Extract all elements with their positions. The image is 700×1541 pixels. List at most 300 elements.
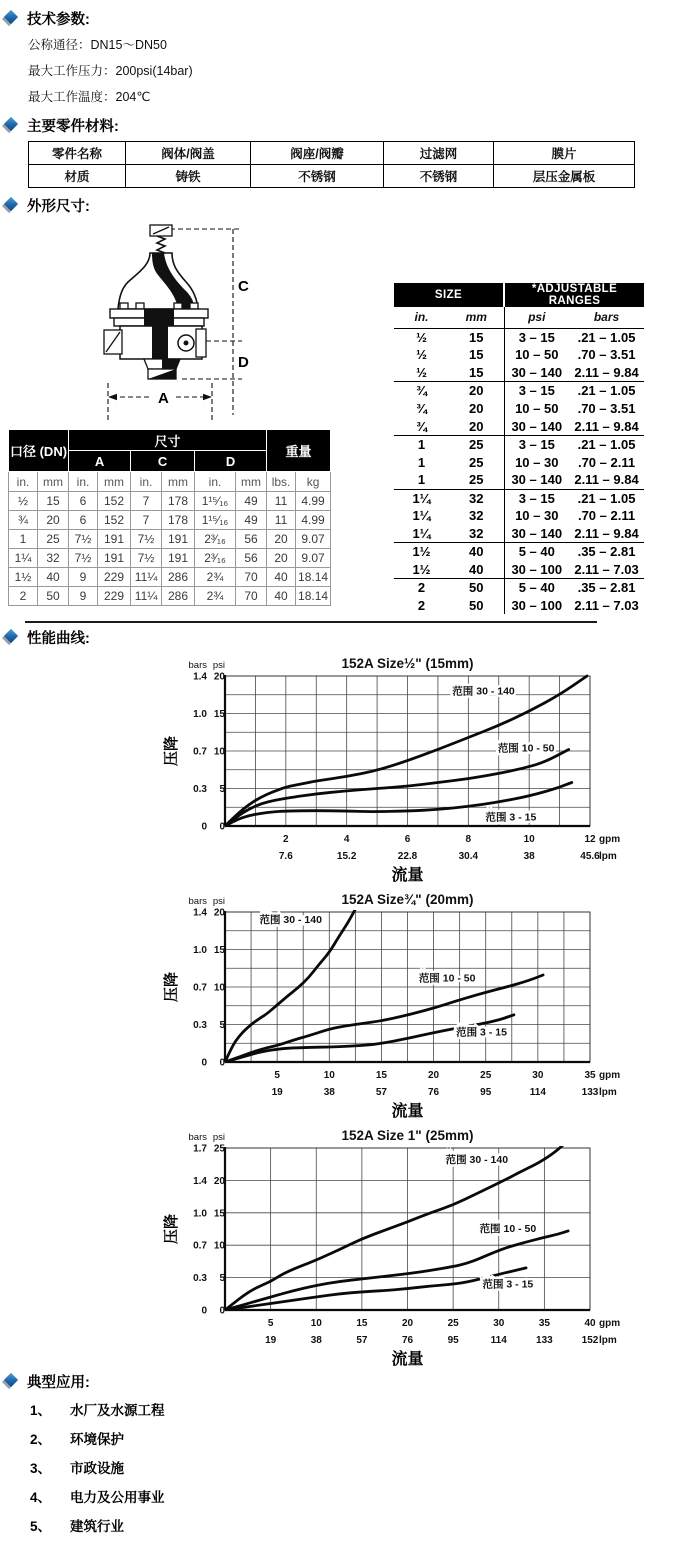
svg-text:lpm: lpm [599, 1087, 617, 1098]
svg-text:57: 57 [375, 1087, 387, 1098]
table-cell: 10 – 30 [504, 507, 569, 525]
table-cell: 50 [469, 580, 484, 596]
table-cell: 15 [449, 364, 504, 382]
table-row [394, 346, 644, 364]
table-row [9, 530, 331, 549]
svg-text:gpm: gpm [599, 834, 621, 845]
table-cell: 152 [98, 492, 131, 511]
table-cell: .70 – 2.11 [577, 508, 636, 524]
table-row [394, 543, 644, 561]
svg-text:15: 15 [213, 709, 225, 720]
table-cell: 2¾ [195, 587, 236, 606]
col-d-header: D [195, 451, 267, 472]
table-cell: 不锈钢 [251, 165, 384, 188]
table-row [394, 578, 644, 596]
table-cell: 25 [469, 437, 484, 453]
table-cell: 9.07 [296, 530, 331, 549]
svg-text:133: 133 [581, 1087, 599, 1098]
table-cell: 10 – 30 [504, 453, 569, 471]
table-row [394, 507, 644, 525]
table-cell: 32 [469, 508, 484, 524]
svg-text:lpm: lpm [599, 851, 617, 862]
table-cell: .35 – 2.81 [577, 580, 636, 596]
table-cell: 191 [162, 530, 195, 549]
svg-text:0: 0 [219, 1057, 225, 1069]
table-cell: 1¹⁵⁄₁₆ [195, 511, 236, 530]
table-cell: 1½ [394, 561, 449, 579]
table-cell: 2.11 – 9.84 [569, 364, 644, 382]
table-row [394, 596, 644, 614]
weight-header-cell: 重量 [267, 430, 331, 472]
table-cell: 30 – 140 [504, 471, 569, 489]
table-row [29, 142, 635, 165]
table-row [394, 471, 644, 489]
section-title: 主要零件材料: [27, 118, 119, 135]
table-cell: 152 [98, 511, 131, 530]
table-cell: .70 – 3.51 [577, 347, 636, 363]
svg-text:bars: bars [188, 660, 207, 671]
svg-text:152A Size½" (15mm): 152A Size½" (15mm) [341, 656, 474, 671]
table-cell: 32 [469, 490, 484, 506]
table-cell: bars [569, 307, 644, 328]
table-cell: 2.11 – 9.84 [569, 417, 644, 435]
table-cell: 1¼ [9, 549, 38, 568]
svg-text:20: 20 [213, 1175, 225, 1187]
application-item [30, 1396, 700, 1425]
table-cell: .70 – 2.11 [577, 454, 636, 470]
svg-text:10: 10 [213, 1240, 225, 1252]
table-cell: 阀座/阀瓣 [251, 142, 384, 165]
svg-text:压降: 压降 [163, 1213, 180, 1245]
table-cell: lbs. [267, 472, 296, 492]
table-cell: ¾ [416, 383, 427, 399]
svg-text:10: 10 [213, 746, 225, 758]
table-cell: 3 – 15 [504, 382, 569, 400]
dim-label-c: C [238, 278, 249, 295]
svg-text:10: 10 [323, 1070, 335, 1081]
table-cell: 32 [449, 525, 504, 543]
svg-text:范围 3 - 15: 范围 3 - 15 [456, 1026, 507, 1039]
svg-text:76: 76 [428, 1087, 440, 1098]
table-cell: 56 [236, 549, 267, 568]
table-cell: in. [131, 472, 162, 492]
application-number: 4、 [30, 1490, 52, 1505]
performance-chart-15mm [158, 652, 700, 884]
svg-text:25: 25 [213, 1143, 225, 1155]
table-cell: 1½ [9, 568, 38, 587]
table-cell: 20 [469, 383, 484, 399]
section-header-curves [3, 626, 700, 648]
table-cell: mm [38, 472, 69, 492]
svg-text:6: 6 [404, 834, 411, 845]
table-cell: mm [236, 472, 267, 492]
table-cell: 30 – 100 [504, 596, 569, 614]
table-cell: .70 – 3.51 [577, 401, 636, 416]
application-item [30, 1425, 700, 1454]
size-group-header-cell: 尺寸 [69, 430, 267, 451]
table-row [394, 561, 644, 579]
table-cell: 40 [267, 568, 296, 587]
svg-text:15: 15 [356, 1318, 368, 1329]
svg-text:38: 38 [310, 1335, 322, 1346]
svg-text:76: 76 [401, 1335, 414, 1346]
diamond-bullet-icon [3, 1373, 19, 1389]
svg-text:5: 5 [267, 1318, 274, 1329]
table-cell: 材质 [29, 165, 126, 188]
table-cell: 膜片 [494, 142, 635, 165]
svg-text:2: 2 [283, 834, 289, 845]
svg-text:范围 30 - 140: 范围 30 - 140 [452, 685, 515, 698]
svg-text:1.0: 1.0 [193, 1208, 207, 1220]
svg-text:30: 30 [532, 1070, 544, 1081]
table-cell: 6 [69, 511, 98, 530]
table-cell: 40 [469, 544, 484, 560]
table-cell: 40 [38, 568, 69, 587]
svg-text:psi: psi [212, 1132, 225, 1143]
table-cell: 1 [9, 530, 38, 549]
table-cell: 层压金属板 [494, 165, 635, 188]
svg-text:30: 30 [493, 1318, 505, 1329]
svg-text:0.3: 0.3 [193, 1273, 207, 1285]
table-cell: 178 [162, 511, 195, 530]
table-cell: 191 [162, 549, 195, 568]
table-cell: 25 [469, 454, 484, 470]
table-cell: 15 [469, 329, 484, 345]
svg-text:范围 10 - 50: 范围 10 - 50 [497, 742, 555, 755]
table-cell: 70 [236, 587, 267, 606]
application-item [30, 1512, 700, 1541]
table-cell: 30 – 100 [504, 561, 569, 579]
table-cell: 32 [38, 549, 69, 568]
table-cell: 5 – 40 [504, 543, 569, 561]
svg-text:1.4: 1.4 [193, 671, 207, 683]
size-table-header [394, 283, 644, 307]
svg-text:1.4: 1.4 [193, 1175, 207, 1187]
svg-text:38: 38 [523, 851, 535, 862]
svg-text:5: 5 [219, 1273, 225, 1285]
table-cell: kg [296, 472, 331, 492]
table-cell: 9.07 [296, 549, 331, 568]
table-row [9, 568, 331, 587]
svg-text:psi: psi [212, 896, 225, 907]
svg-text:范围 10 - 50: 范围 10 - 50 [479, 1222, 537, 1235]
table-cell: .35 – 2.81 [577, 544, 636, 560]
table-cell: 40 [267, 587, 296, 606]
svg-text:1.4: 1.4 [193, 907, 207, 919]
svg-text:25: 25 [480, 1070, 492, 1081]
svg-text:20: 20 [213, 907, 225, 919]
svg-text:25: 25 [447, 1318, 459, 1329]
table-cell: 20 [469, 401, 484, 416]
table-cell: 2.11 – 7.03 [569, 561, 644, 579]
svg-text:1.0: 1.0 [193, 945, 207, 956]
table-cell: 10 – 50 [504, 400, 569, 418]
table-cell: 7 [131, 511, 162, 530]
svg-text:范围 30 - 140: 范围 30 - 140 [259, 914, 322, 926]
table-cell: 30 – 140 [504, 364, 569, 382]
table-cell: ½ [416, 347, 427, 363]
svg-text:0.7: 0.7 [193, 1240, 207, 1252]
section-header-materials [3, 114, 700, 136]
table-cell: 2 [417, 580, 426, 596]
svg-text:0.7: 0.7 [193, 982, 207, 994]
svg-text:5: 5 [219, 1020, 225, 1031]
svg-text:10: 10 [310, 1318, 322, 1329]
dimensions-block [0, 219, 700, 613]
svg-text:15: 15 [213, 1208, 225, 1220]
table-cell: 9 [69, 587, 98, 606]
table-cell: in. [394, 307, 449, 328]
svg-text:范围 30 - 140: 范围 30 - 140 [445, 1154, 509, 1167]
table-cell: 40 [449, 561, 504, 579]
section-title: 典型应用: [27, 1374, 90, 1391]
section-divider [25, 621, 597, 623]
table-cell: 1½ [412, 544, 431, 560]
spec-nominal-diameter: 公称通径：DN15～DN50 [28, 38, 167, 52]
table-cell: 5 – 40 [504, 578, 569, 596]
table-row [394, 453, 644, 471]
table-cell: ½ [416, 329, 427, 345]
table-cell: 2.11 – 9.84 [569, 471, 644, 489]
svg-text:5: 5 [219, 784, 225, 795]
svg-text:95: 95 [447, 1335, 459, 1346]
table-cell: 286 [162, 587, 195, 606]
applications-list [0, 1396, 700, 1541]
table-row [394, 400, 644, 418]
table-cell: 1¼ [412, 490, 431, 506]
application-number: 1、 [30, 1403, 52, 1418]
diamond-bullet-icon [3, 629, 19, 645]
application-text: 水厂及水源工程 [70, 1403, 165, 1418]
table-cell: 6 [69, 492, 98, 511]
svg-text:95: 95 [480, 1087, 492, 1098]
table-cell: 1¹⁵⁄₁₆ [195, 492, 236, 511]
svg-text:1.7: 1.7 [193, 1143, 207, 1155]
svg-text:0: 0 [219, 821, 225, 833]
svg-text:范围 10 - 50: 范围 10 - 50 [418, 972, 476, 985]
table-cell: 178 [162, 492, 195, 511]
table-row [9, 492, 331, 511]
table-cell: 49 [236, 492, 267, 511]
table-row [9, 511, 331, 530]
table-cell: 191 [98, 530, 131, 549]
table-cell: 50 [38, 587, 69, 606]
table-cell: 2¾ [195, 568, 236, 587]
table-row [394, 417, 644, 435]
svg-text:15: 15 [213, 945, 225, 956]
svg-text:0: 0 [201, 1057, 207, 1069]
table-cell: 229 [98, 587, 131, 606]
col-a-header: A [69, 451, 131, 472]
svg-text:12: 12 [584, 834, 596, 845]
svg-text:15: 15 [375, 1070, 387, 1081]
svg-text:133: 133 [536, 1335, 553, 1346]
dim-label-a: A [158, 390, 169, 407]
table-cell: 3 – 15 [504, 435, 569, 453]
svg-text:bars: bars [188, 896, 207, 907]
table-cell: 30 – 140 [504, 417, 569, 435]
svg-text:4: 4 [343, 834, 350, 845]
table-row [394, 525, 644, 543]
table-cell: 56 [236, 530, 267, 549]
table-cell: 铸铁 [126, 165, 251, 188]
application-item [30, 1454, 700, 1483]
svg-text:114: 114 [490, 1335, 507, 1346]
table-cell: 7 [131, 492, 162, 511]
table-cell: 2.11 – 9.84 [569, 525, 644, 543]
application-text: 环境保护 [70, 1432, 124, 1447]
svg-text:范围 3 - 15: 范围 3 - 15 [482, 1278, 534, 1291]
table-cell: in. [69, 472, 98, 492]
svg-text:0.7: 0.7 [193, 746, 207, 758]
table-cell: 不锈钢 [384, 165, 494, 188]
table-cell: 1¼ [412, 508, 431, 524]
svg-text:gpm: gpm [599, 1070, 621, 1081]
spec-max-temperature: 最大工作温度：204℃ [28, 90, 151, 104]
table-cell: .21 – 1.05 [577, 329, 636, 345]
section-header-applications [3, 1370, 700, 1392]
diamond-bullet-icon [3, 117, 19, 133]
svg-text:0: 0 [219, 1305, 225, 1317]
section-header-dimensions [3, 194, 700, 216]
tech-spec-lines [0, 32, 700, 110]
svg-text:7.6: 7.6 [278, 851, 293, 862]
table-cell: 25 [38, 530, 69, 549]
section-title: 性能曲线: [27, 630, 90, 647]
table-cell: 11¼ [131, 568, 162, 587]
svg-text:10: 10 [213, 982, 225, 994]
size-header-cell: SIZE [394, 283, 504, 307]
application-number: 3、 [30, 1461, 52, 1476]
application-number: 5、 [30, 1519, 52, 1534]
table-cell: 49 [236, 511, 267, 530]
table-cell: 15 [38, 492, 69, 511]
svg-text:1.0: 1.0 [193, 709, 207, 720]
section-title: 外形尺寸: [27, 198, 90, 215]
svg-text:35: 35 [584, 1070, 596, 1081]
table-cell: 2.11 – 7.03 [574, 597, 639, 613]
diamond-bullet-icon [3, 10, 19, 26]
svg-text:19: 19 [265, 1335, 277, 1346]
table-row [394, 435, 644, 453]
svg-text:38: 38 [323, 1087, 335, 1098]
performance-chart-25mm [158, 1124, 700, 1368]
application-item [30, 1483, 700, 1512]
table-cell: .21 – 1.05 [577, 437, 636, 453]
svg-text:152: 152 [581, 1335, 599, 1346]
table-cell: in. [195, 472, 236, 492]
svg-text:10: 10 [523, 834, 535, 845]
svg-text:15.2: 15.2 [336, 851, 357, 862]
table-cell: 7½ [69, 549, 98, 568]
svg-text:压降: 压降 [163, 735, 180, 767]
svg-text:20: 20 [213, 671, 225, 683]
svg-text:0: 0 [201, 821, 207, 833]
table-cell: 1 [394, 471, 449, 489]
table-cell: mm [449, 307, 504, 328]
table-cell: 20 [449, 417, 504, 435]
table-cell: 25 [449, 471, 504, 489]
svg-text:gpm: gpm [599, 1318, 621, 1329]
table-cell: in. [9, 472, 38, 492]
performance-chart-20mm [158, 888, 700, 1120]
table-cell: 191 [98, 549, 131, 568]
col-c-header: C [131, 451, 195, 472]
materials-table [28, 141, 635, 188]
svg-text:0.3: 0.3 [193, 1020, 207, 1031]
table-cell: 18.14 [296, 587, 331, 606]
svg-text:30.4: 30.4 [458, 851, 479, 862]
table-cell: .21 – 1.05 [577, 383, 636, 399]
table-row [394, 307, 644, 328]
table-cell: 过滤网 [384, 142, 494, 165]
table-row [394, 489, 644, 507]
svg-text:lpm: lpm [599, 1335, 617, 1346]
svg-text:bars: bars [188, 1132, 207, 1143]
svg-text:20: 20 [428, 1070, 440, 1081]
adjustable-ranges-table [394, 283, 644, 614]
diamond-bullet-icon [3, 197, 19, 213]
svg-text:5: 5 [274, 1070, 280, 1081]
application-number: 2、 [30, 1432, 52, 1447]
application-text: 建筑行业 [70, 1519, 124, 1534]
table-cell: 4.99 [296, 492, 331, 511]
table-cell: 20 [38, 511, 69, 530]
dn-header-cell: 口径 (DN) [9, 430, 69, 472]
table-cell: 229 [98, 568, 131, 587]
svg-text:8: 8 [465, 834, 472, 845]
svg-text:22.8: 22.8 [397, 851, 418, 862]
svg-text:范围 3 - 15: 范围 3 - 15 [485, 811, 537, 824]
svg-text:20: 20 [401, 1318, 414, 1329]
dims-table-header-row1 [9, 430, 331, 451]
arrowhead-right [203, 394, 212, 400]
table-cell: 9 [69, 568, 98, 587]
table-cell: 3 – 15 [504, 489, 569, 507]
dimensions-table [8, 429, 331, 606]
spec-max-pressure: 最大工作压力：200psi(14bar) [28, 64, 193, 78]
svg-text:0: 0 [201, 1305, 207, 1317]
table-cell: 零件名称 [29, 142, 126, 165]
application-text: 电力及公用事业 [70, 1490, 165, 1505]
table-cell: ½ [9, 492, 38, 511]
svg-text:57: 57 [356, 1335, 368, 1346]
table-row [394, 382, 644, 400]
svg-text:152A Size¾" (20mm): 152A Size¾" (20mm) [341, 892, 474, 907]
dim-label-d: D [238, 354, 249, 371]
valve-dimension-diagram [90, 219, 260, 425]
svg-text:0.3: 0.3 [193, 784, 207, 795]
table-cell: 2 [9, 587, 38, 606]
svg-text:19: 19 [271, 1087, 283, 1098]
svg-text:35: 35 [538, 1318, 550, 1329]
section-header-tech [3, 7, 700, 29]
table-cell: 2 [417, 597, 426, 613]
table-row [394, 328, 644, 346]
table-cell: psi [504, 307, 569, 328]
table-cell: 10 – 50 [504, 346, 569, 364]
table-cell: mm [98, 472, 131, 492]
table-cell: ¾ [416, 401, 427, 416]
table-cell: 1 [417, 454, 426, 470]
table-cell: 20 [267, 549, 296, 568]
table-cell: 11 [267, 492, 296, 511]
arrowhead-left [108, 394, 117, 400]
table-cell: 30 – 140 [504, 525, 569, 543]
table-row [9, 587, 331, 606]
table-cell: 1¼ [394, 525, 449, 543]
svg-text:40: 40 [584, 1318, 596, 1329]
